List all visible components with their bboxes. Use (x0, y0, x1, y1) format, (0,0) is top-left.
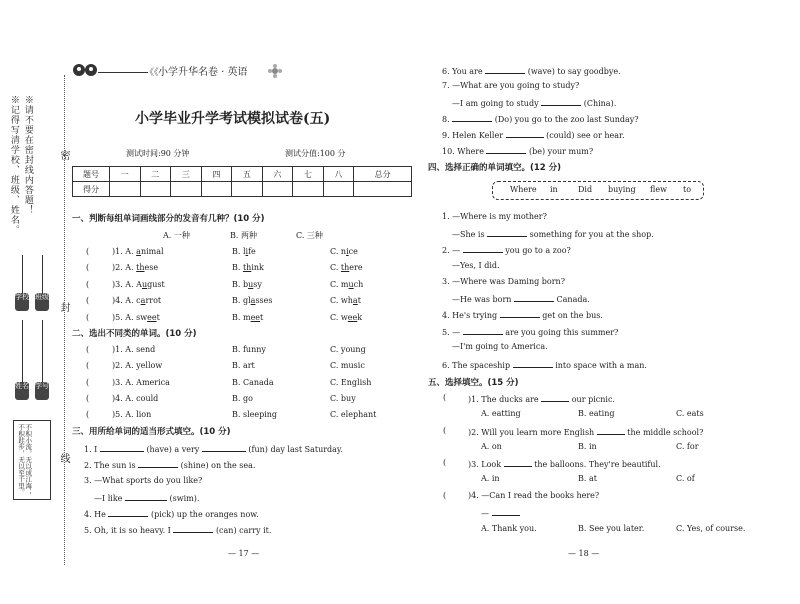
word-pre: C. w (330, 313, 348, 322)
s5-q2-opt-a[interactable]: A. on (481, 442, 502, 451)
word-post: ch (353, 280, 364, 289)
answer-blank[interactable] (463, 326, 503, 335)
notice-write-info: ※记得写清学校、班级、姓名。 (8, 95, 19, 235)
word-pre: B. m (232, 313, 251, 322)
answer-blank[interactable] (504, 458, 532, 467)
answer-paren[interactable]: ( (443, 426, 447, 435)
s4-q5 (442, 326, 618, 337)
score-table-score-row (73, 182, 412, 197)
q-text: Canada. (556, 295, 590, 304)
right-page-number: — 18 — (568, 549, 600, 558)
s1-q3-c (330, 280, 363, 289)
s1-q4-b (232, 296, 273, 305)
q-text: (fun) day last Saturday. (248, 445, 343, 454)
q-text: 4. He (84, 510, 106, 519)
exam-score: 测试分值:100 分 (285, 149, 346, 158)
score-input[interactable] (171, 182, 202, 197)
underlined-part: a (140, 296, 146, 305)
word-bank-item: in (550, 185, 558, 194)
q-text: into space with a man. (555, 361, 647, 370)
underlined-part: th (136, 263, 145, 272)
s4-q5-answer: —I'm going to America. (452, 342, 548, 351)
answer-paren[interactable]: ( (86, 378, 90, 387)
word-bank-item: Did (578, 185, 593, 194)
q-text: 2. — (442, 246, 461, 255)
answer-blank[interactable] (541, 393, 569, 402)
s1-q1-c (330, 247, 358, 256)
answer-blank[interactable] (108, 508, 148, 517)
q-text: (be) your mum? (529, 147, 594, 156)
s5-q4-answer (481, 507, 520, 518)
score-cell: 三 (171, 167, 202, 182)
exam-time: 测试时间:90 分钟 (126, 149, 190, 158)
word-post: t (357, 296, 361, 305)
s5-q4-opt-c[interactable]: C. Yes, of course. (676, 524, 746, 533)
answer-paren[interactable]: ( (86, 345, 90, 354)
word-pre: C. (330, 263, 341, 272)
word-bank-item: flew (650, 185, 667, 194)
s3-q10 (442, 145, 593, 156)
s2-q4-b: B. go (232, 394, 253, 403)
score-cell: 总分 (354, 167, 412, 182)
answer-paren[interactable]: ( (86, 247, 90, 256)
s2-q4-a: )4. A. could (112, 394, 159, 403)
section2-heading: 二、选出不同类的单词。(10 分) (72, 329, 197, 339)
s5-q3-opt-a[interactable]: A. in (481, 474, 500, 483)
q-text: (could) see or hear. (546, 131, 625, 140)
s1-q2-a (112, 263, 158, 272)
score-table-header-row (73, 167, 412, 182)
s1-q5-c (330, 313, 362, 322)
header-flower-icon (268, 64, 282, 78)
fill-line-class[interactable] (42, 255, 43, 295)
s5-q4: )4. —Can I read the books here? (468, 491, 600, 500)
answer-blank[interactable] (506, 129, 544, 138)
word-pre: B. l (232, 247, 246, 256)
q-text: 5. Oh, it is so heavy. I (84, 526, 171, 535)
seal-char-2: 封 (58, 302, 69, 313)
s1-q1-b (232, 247, 256, 256)
q-text: )3. Look (468, 460, 502, 469)
q-text: 5. — (442, 328, 461, 337)
s2-q5-b: B. sleeping (232, 410, 278, 419)
q-text: (Do) you go to the zoo last Sunday? (494, 115, 639, 124)
answer-blank[interactable] (597, 426, 625, 435)
s1-q2-b (232, 263, 264, 272)
s2-q3-a: )3. A. America (112, 378, 170, 387)
header-rule (98, 72, 148, 73)
word-pre: B. (232, 263, 243, 272)
q-num: )2. A. (112, 263, 137, 272)
seal-char-1: 密 (58, 150, 69, 161)
s3-q3-answer (94, 492, 199, 503)
s1-choice-b: B. 两种 (230, 231, 257, 240)
s5-q1 (468, 393, 615, 404)
q-text: are you going this summer? (505, 328, 619, 337)
q-text: 6. The spaceship (442, 361, 511, 370)
q-num: )1. A. (112, 247, 137, 256)
motto-box (13, 420, 51, 500)
answer-blank[interactable] (173, 524, 213, 533)
s3-q3: 3. —What sports do you like? (84, 476, 203, 485)
s4-q4 (442, 309, 603, 320)
s5-q3-opt-c[interactable]: C. of (676, 474, 695, 483)
underlined-part: a (136, 247, 141, 256)
s2-q1-a: )1. A. send (112, 345, 156, 354)
motto-text: 不积小流，无以成江海；不积跬步，无以至千里。 (17, 424, 33, 496)
q-text: —He was born (452, 295, 512, 304)
underlined-part: ee (250, 313, 261, 322)
answer-blank[interactable] (100, 443, 144, 452)
score-input[interactable] (110, 182, 141, 197)
answer-blank[interactable] (492, 507, 520, 516)
s1-choice-a: A. 一种 (163, 231, 190, 240)
underlined-part: a (352, 296, 358, 305)
q-text: 10. Where (442, 147, 484, 156)
s3-q4 (84, 508, 259, 519)
s5-q3-opt-b[interactable]: B. at (578, 474, 597, 483)
answer-paren[interactable]: ( (443, 458, 447, 467)
q-text: —She is (452, 230, 485, 239)
s3-q1 (84, 443, 343, 454)
underlined-part: ee (347, 313, 358, 322)
seal-char-3: 线 (58, 453, 69, 464)
score-input[interactable] (232, 182, 263, 197)
answer-blank[interactable] (541, 97, 581, 106)
header-marks: 《《 (145, 68, 159, 78)
s2-q2-a: )2. A. yellow (112, 361, 163, 370)
s5-q4-opt-b[interactable]: B. See you later. (578, 524, 645, 533)
underlined-part: i (346, 247, 349, 256)
score-cell: 四 (201, 167, 232, 182)
q-text: something for you at the shop. (529, 230, 654, 239)
s5-q4-opt-a[interactable]: A. Thank you. (481, 524, 537, 533)
answer-paren[interactable]: ( (86, 410, 90, 419)
q-text: 8. (442, 115, 450, 124)
q-text: 2. The sun is (84, 461, 136, 470)
score-input[interactable] (262, 182, 293, 197)
word-post: nimal (140, 247, 164, 256)
header-logo-icon (72, 62, 98, 78)
s2-q5-c: C. elephant (330, 410, 377, 419)
school-label: 学校 (15, 293, 29, 311)
answer-paren[interactable]: ( (86, 313, 90, 322)
underlined-part: u (348, 280, 354, 289)
s3-q7-answer (452, 97, 616, 108)
q-text: 9. Helen Keller (442, 131, 504, 140)
word-post: ese (144, 263, 159, 272)
answer-blank[interactable] (486, 145, 526, 154)
answer-blank[interactable] (202, 443, 246, 452)
s5-q1-opt-a[interactable]: A. eatting (481, 409, 521, 418)
q-text: (can) carry it. (215, 526, 272, 535)
s1-q4-c (330, 296, 361, 305)
s1-q3-a (112, 280, 165, 289)
s2-q2-c: C. music (330, 361, 365, 370)
s4-q6 (442, 359, 647, 370)
score-table (72, 166, 412, 197)
answer-blank[interactable] (487, 228, 527, 237)
q-text: (China). (583, 99, 617, 108)
word-pre: B. b (232, 280, 249, 289)
s4-q3: 3. —Where was Daming born? (442, 277, 565, 286)
underlined-part: a (250, 296, 256, 305)
answer-blank[interactable] (514, 293, 554, 302)
s1-q3-b (232, 280, 262, 289)
s2-q5-a: )5. A. lion (112, 410, 152, 419)
word-pre: sw (136, 313, 148, 322)
q-text: (shine) on the sea. (180, 461, 256, 470)
word-bank-item: buying (608, 185, 636, 194)
s4-q2-answer: —Yes, I did. (452, 261, 500, 270)
s4-q1: 1. —Where is my mother? (442, 212, 547, 221)
fill-line-name[interactable] (22, 320, 23, 382)
answer-paren[interactable]: ( (86, 361, 90, 370)
s1-q4-a (112, 296, 161, 305)
s3-q9 (442, 129, 625, 140)
q-text: 1. I (84, 445, 98, 454)
s4-q2 (442, 244, 571, 255)
word-pre: C. n (330, 247, 347, 256)
word-bank-item: to (683, 185, 692, 194)
s4-q1-answer (452, 228, 654, 239)
exam-title: 小学毕业升学考试模拟试卷(五) (135, 111, 331, 127)
underlined-part: ee (147, 313, 157, 322)
score-cell: 八 (323, 167, 354, 182)
s5-q2-opt-b[interactable]: B. in (578, 442, 597, 451)
word-pre: A (136, 280, 142, 289)
word-pre: C. wh (330, 296, 353, 305)
q-text: (swim). (169, 494, 200, 503)
score-cell: 二 (140, 167, 171, 182)
word-post: fe (248, 247, 256, 256)
word-pre: B. gl (232, 296, 251, 305)
q-text: the middle school? (627, 428, 704, 437)
score-cell: 五 (232, 167, 263, 182)
answer-paren[interactable]: ( (443, 491, 447, 500)
word-post: sy (253, 280, 262, 289)
word-post: gust (147, 280, 165, 289)
s1-q5-a (112, 313, 160, 322)
answer-blank[interactable] (125, 492, 167, 501)
score-input[interactable] (293, 182, 324, 197)
section1-heading: 一、判断每组单词画线部分的发音有几种？(10 分) (72, 214, 265, 224)
answer-blank[interactable] (138, 459, 178, 468)
underlined-part: u (141, 280, 148, 289)
score-cell: 一 (110, 167, 141, 182)
q-text: —I am going to study (452, 99, 539, 108)
q-num: )4. A. (112, 296, 137, 305)
s3-q6 (442, 65, 621, 76)
q-text: — (481, 509, 489, 518)
answer-blank[interactable] (463, 244, 503, 253)
s1-q2-c (330, 263, 363, 272)
answer-paren[interactable]: ( (86, 280, 90, 289)
class-label: 班级 (35, 293, 49, 311)
word-post: ce (348, 247, 358, 256)
q-text: 6. You are (442, 67, 483, 76)
s1-choice-c: C. 三种 (296, 231, 323, 240)
answer-blank[interactable] (452, 113, 492, 122)
s1-q5-b (232, 313, 263, 322)
word-pre: c (136, 296, 141, 305)
word-pre: C. m (330, 280, 349, 289)
word-post: t (156, 313, 160, 322)
answer-paren[interactable]: ( (443, 393, 447, 402)
s3-q8 (442, 113, 639, 124)
score-cell: 题号 (73, 167, 110, 182)
s2-q1-b: B. funny (232, 345, 266, 354)
s3-q5 (84, 524, 271, 535)
number-label: 学号 (35, 382, 49, 400)
seal-line-dotted (64, 75, 65, 565)
s5-q1-opt-b[interactable]: B. eating (578, 409, 615, 418)
section3-heading: 三、用所给单词的适当形式填空。(10 分) (72, 427, 231, 437)
s2-q3-b: B. Canada (232, 378, 274, 387)
score-row-label: 得分 (73, 182, 110, 197)
word-post: sses (255, 296, 273, 305)
answer-blank[interactable] (485, 65, 525, 74)
header-series-title: 小学升华名卷 · 英语 (158, 67, 248, 78)
q-text: 4. He's trying (442, 311, 498, 320)
score-input[interactable] (140, 182, 171, 197)
word-bank-item: Where (510, 185, 537, 194)
s3-q2 (84, 459, 255, 470)
underlined-part: u (248, 280, 254, 289)
underlined-part: th (242, 263, 252, 272)
s3-q7: 7. —What are you going to study? (442, 81, 580, 90)
word-post: k (357, 313, 363, 322)
s2-q3-c: C. English (330, 378, 372, 387)
score-cell: 六 (262, 167, 293, 182)
s4-q3-answer (452, 293, 590, 304)
score-cell: 七 (293, 167, 324, 182)
s5-q2 (468, 426, 703, 437)
name-label: 姓名 (15, 382, 29, 400)
s2-q2-b: B. art (232, 361, 255, 370)
q-text: —I like (94, 494, 123, 503)
q-text: )1. The ducks are (468, 395, 539, 404)
s2-q1-c: C. young (330, 345, 366, 354)
fill-line-number[interactable] (42, 320, 43, 382)
s5-q1-opt-c[interactable]: C. eats (676, 409, 704, 418)
q-text: (pick) up the oranges now. (150, 510, 259, 519)
s2-q4-c: C. buy (330, 394, 356, 403)
q-text: get on the bus. (542, 311, 603, 320)
word-post: ink (251, 263, 264, 272)
q-num: )3. A. (112, 280, 137, 289)
score-input[interactable] (201, 182, 232, 197)
word-post: ere (349, 263, 363, 272)
q-text: the balloons. They're beautiful. (534, 460, 661, 469)
section4-heading: 四、选择正确的单词填空。(12 分) (428, 163, 562, 173)
fill-line-school[interactable] (22, 255, 23, 295)
word-post: t (260, 313, 264, 322)
left-page-number: — 17 — (228, 549, 260, 558)
s5-q2-opt-c[interactable]: C. for (676, 442, 699, 451)
q-text: our picnic. (571, 395, 615, 404)
answer-paren[interactable]: ( (86, 263, 90, 272)
q-text: (have) a very (146, 445, 200, 454)
answer-paren[interactable]: ( (86, 296, 90, 305)
s1-q1-a (112, 247, 164, 256)
notice-no-answer: ※请不要在密封线内答题！ (22, 95, 33, 215)
section5-heading: 五、选择填空。(15 分) (428, 378, 519, 388)
underlined-part: i (245, 247, 249, 256)
score-input[interactable] (354, 182, 412, 197)
s5-q3 (468, 458, 661, 469)
answer-paren[interactable]: ( (86, 394, 90, 403)
word-post: rrot (145, 296, 162, 305)
score-input[interactable] (323, 182, 354, 197)
q-text: )2. Will you learn more English (468, 428, 595, 437)
q-num: )5. A. (112, 313, 137, 322)
answer-blank[interactable] (513, 359, 553, 368)
q-text: (wave) to say goodbye. (527, 67, 621, 76)
answer-blank[interactable] (500, 309, 540, 318)
underlined-part: th (340, 263, 350, 272)
q-text: you go to a zoo? (505, 246, 571, 255)
